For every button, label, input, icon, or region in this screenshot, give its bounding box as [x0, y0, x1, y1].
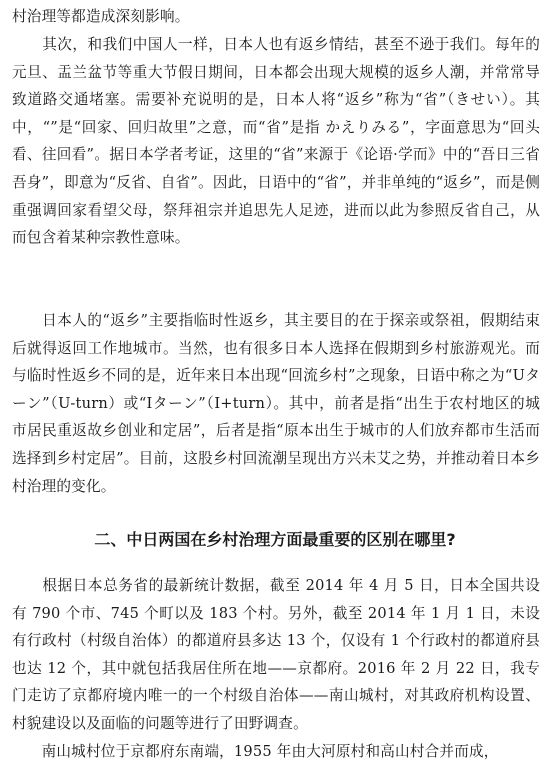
paragraph-minamiyamashiro: 南山城村位于京都府东南端，1955 年由大河原村和高山村合并而成， [12, 743, 499, 760]
paragraph-temporary-return: 日本人的“返乡”主要指临时性返乡，其主要目的在于探亲或祭祖，假期结束后就得返回工作地城市。当然，也有很多日本人选择在假期到乡村旅游观光。而与临时性返乡不同的是，近年来日本出现“回流乡村”之现象，日语中称之为“Uターン”（U-turn）或“Iターン”（I+turn）。其中，前者是指“出生于农村地区的城市居民重返故乡创业和定居”，后者是指“原本出生于城市的人们放弃都市生活而选择到乡村定居”。目前，这股乡村回流潮呈现出方兴未艾之势，并推动着日本乡村治理的变化。 [12, 312, 540, 495]
paragraph-intro-tail: 村治理等都造成深刻影响。 [12, 8, 190, 25]
section-heading: 二、中日两国在乡村治理方面最重要的区别在哪里? [94, 530, 456, 549]
paragraph-return-home-sentiment: 其次，和我们中国人一样，日本人也有返乡情结，甚至不逊于我们。每年的元旦、盂兰盆节等重大节假日期间，日本都会出现大规模的返乡人潮，并常常导致道路交通堵塞。需要补充说明的是，日本人将“返乡”称为“省”（きせい）。其中，“”是“回家、回归故里”之意，而“省”是指 かえりみる”，字面意思为“回头看、往回看”。据日本学者考证，这里的“省”来源于《论语·学而》中的“吾日三省吾身”，即意为“反省、自省”。因此，日语中的“省”，并非单纯的“返乡”，而是侧重强调回家看望父母，祭拜祖宗并追思先人足迹，进而以此为参照反省自己，从而包含着某种宗教性意味。 [12, 36, 540, 247]
paragraph-statistics: 根据日本总务省的最新统计数据，截至 2014 年 4 月 5 日，日本全国共设有 790 个市、745 个町以及 183 个村。另外，截至 2014 年 1 月 1 日，未设有行政村（村级自治体）的都道府县多达 13 个，仅设有 1 个行政村的都道府县也达 12 个，其中就包括我居住所在地——京都府。2016 年 2 月 22 日，我专门走访了京都府境内唯一的一个村级自治体——南山城村，对其政府机构设置、村貌建设以及面临的问题等进行了田野调查。 [12, 577, 540, 732]
